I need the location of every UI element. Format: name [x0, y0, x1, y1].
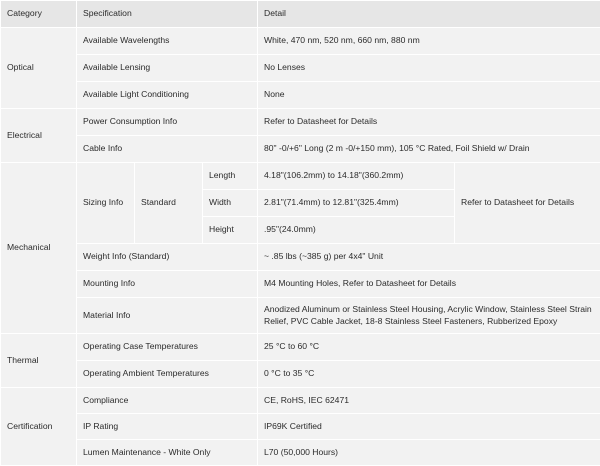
table-row	[1, 244, 600, 271]
sizing-note: Refer to Datasheet for Details	[455, 163, 600, 244]
spec-label: Mounting Info	[77, 271, 258, 298]
table-row	[1, 440, 600, 466]
header-row	[1, 1, 600, 28]
spec-value: None	[258, 82, 600, 109]
spec-value: M4 Mounting Holes, Refer to Datasheet for Details	[258, 271, 600, 298]
spec-value: No Lenses	[258, 55, 600, 82]
spec-label: Operating Ambient Temperatures	[77, 361, 258, 388]
table-row	[1, 109, 600, 136]
table-row	[1, 414, 600, 440]
dimension-label: Width	[203, 190, 258, 217]
spec-label: Material Info	[77, 298, 258, 334]
spec-label: Weight Info (Standard)	[77, 244, 258, 271]
spec-label: Available Wavelengths	[77, 28, 258, 55]
spec-value: IP69K Certified	[258, 414, 600, 440]
table-row	[1, 334, 600, 361]
category-thermal: Thermal	[1, 334, 77, 388]
table-row	[1, 55, 600, 82]
spec-label: Compliance	[77, 388, 258, 414]
category-certification: Certification	[1, 388, 77, 466]
spec-label: IP Rating	[77, 414, 258, 440]
spec-value: Anodized Aluminum or Stainless Steel Housing, Acrylic Window, Stainless Steel Strain Relief, PVC Cable Jacket, 18-8 Stainless Steel Fasteners, Rubberized Epoxy	[258, 298, 600, 334]
spec-label: Lumen Maintenance - White Only	[77, 440, 258, 466]
spec-value: ~ .85 lbs (~385 g) per 4x4" Unit	[258, 244, 600, 271]
spec-value: 25 °C to 60 °C	[258, 334, 600, 361]
dimension-value: 4.18"(106.2mm) to 14.18"(360.2mm)	[258, 163, 455, 190]
header-detail: Detail	[258, 1, 600, 28]
table-row	[1, 28, 600, 55]
table-row	[1, 136, 600, 163]
category-electrical: Electrical	[1, 109, 77, 163]
header-category: Category	[1, 1, 77, 28]
spec-value: 0 °C to 35 °C	[258, 361, 600, 388]
table-row	[1, 388, 600, 414]
spec-label: Sizing Info	[77, 163, 135, 244]
spec-label: Cable Info	[77, 136, 258, 163]
spec-label: Operating Case Temperatures	[77, 334, 258, 361]
spec-value: 80" -0/+6" Long (2 m -0/+150 mm), 105 °C Rated, Foil Shield w/ Drain	[258, 136, 600, 163]
spec-value: Refer to Datasheet for Details	[258, 109, 600, 136]
spec-value: CE, RoHS, IEC 62471	[258, 388, 600, 414]
header-specification: Specification	[77, 1, 258, 28]
table-row	[1, 298, 600, 334]
category-optical: Optical	[1, 28, 77, 109]
spec-label: Available Lensing	[77, 55, 258, 82]
dimension-value: 2.81"(71.4mm) to 12.81"(325.4mm)	[258, 190, 455, 217]
spec-label: Available Light Conditioning	[77, 82, 258, 109]
spec-value: L70 (50,000 Hours)	[258, 440, 600, 466]
dimension-label: Height	[203, 217, 258, 244]
spec-label: Power Consumption Info	[77, 109, 258, 136]
table-row	[1, 271, 600, 298]
table-row	[1, 163, 600, 190]
sizing-standard: Standard	[135, 163, 203, 244]
table-row	[1, 82, 600, 109]
dimension-value: .95"(24.0mm)	[258, 217, 455, 244]
spec-value: White, 470 nm, 520 nm, 660 nm, 880 nm	[258, 28, 600, 55]
dimension-label: Length	[203, 163, 258, 190]
table-row	[1, 361, 600, 388]
category-mechanical: Mechanical	[1, 163, 77, 334]
